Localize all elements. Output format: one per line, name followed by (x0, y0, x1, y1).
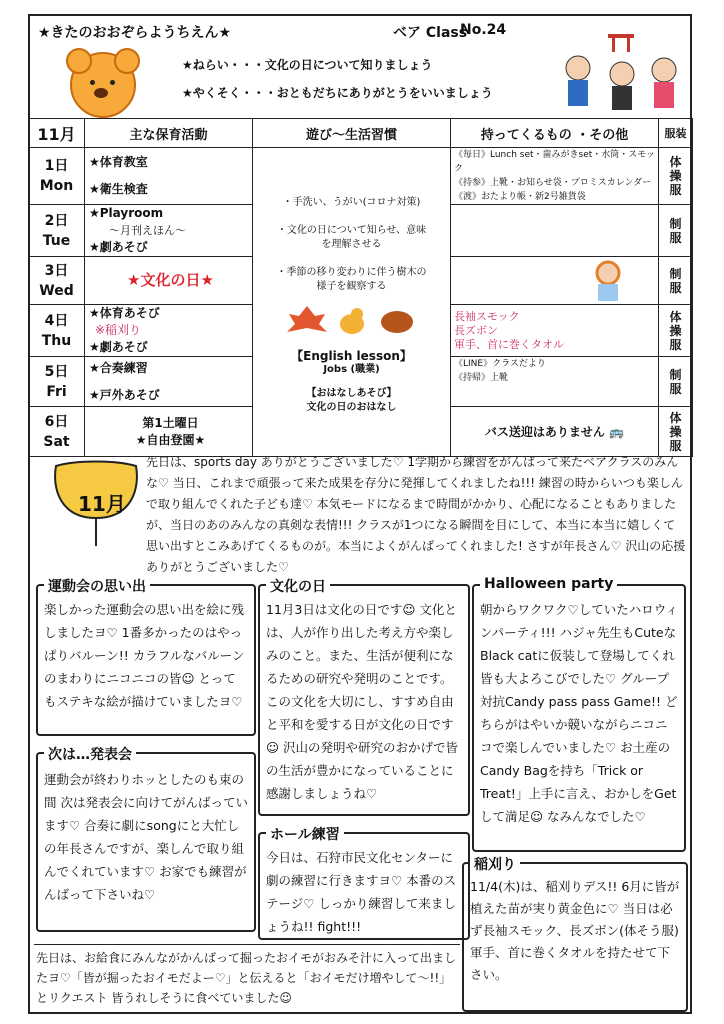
activity-cell: ★Playroom ～月刊えほん～ ★劇あそび (85, 205, 253, 257)
kids-illustration (560, 32, 685, 112)
bring-cell-mon: 《毎日》Lunch set・歯みがきset・水筒・スモック 《持参》上靴・お知らせ袋・プロミスカレンダー 《渡》おたより帳・新2号雑貨袋 (451, 148, 659, 205)
activity-cell: ★合奏練習 ★戸外あそび (85, 357, 253, 407)
halloween-title: Halloween party (480, 576, 617, 592)
schedule-table (28, 118, 693, 457)
leaf-month: 11月 (78, 492, 126, 516)
halloween-box (472, 576, 686, 852)
activity-cell: ★文化の日★ (85, 257, 253, 305)
activity-cell: ★体育教室 ★衛生検査 (85, 148, 253, 205)
activity-cell: 第1土曜日 ★自由登園★ (85, 407, 253, 457)
uniform-cell: 体操服 (659, 407, 693, 457)
day-cell: 5日 Fri (29, 357, 85, 407)
day-cell: 4日 Thu (29, 305, 85, 357)
uniform-cell: 制服 (659, 257, 693, 305)
play-cell: ・手洗い、うがい(コロナ対策) ・文化の日について知らせ、意味を理解させる ・季節の移り変わりに伴う樹木の様子を観察する 【English lesson】 Jobs (職業) 【おはなしあそび】 文化の日のおはなし (253, 148, 451, 457)
uniform-cell: 制服 (659, 205, 693, 257)
culture-box (258, 579, 470, 816)
hall-box (258, 827, 470, 940)
rice-body: 11/4(木)は、稲刈りデス!! 6月に皆が植えた苗が実り黄金色に♡ 当日は必ず長袖スモック、長ズボン(体そう服)軍手、首に巻くタオルを持たせて下さい。 (470, 879, 680, 982)
bring-cell-wed (451, 257, 659, 305)
rice-box (462, 857, 688, 1012)
rice-title: 稲刈り (470, 854, 520, 874)
uniform-cell: 制服 (659, 357, 693, 407)
issue-number: No.24 (460, 22, 507, 38)
next-title: 次は…発表会 (44, 744, 136, 764)
month-header: 11月 (29, 119, 85, 148)
bring-cell-fri: 《LINE》クラスだより 《持帰》上靴 (451, 357, 659, 407)
intro-text: 先日は、sports day ありがとうございました♡ 1学期から練習をがんばって来たベアクラスのみんな♡ 当日、これまで頑張って来た成果を存分に発揮してくれましたね!!! 練習の時からいつも楽しんで取り組んでくれた子ども達♡ 本気モードになるまで時間がかかり、心配になることもありましたが、当日のあのみんなの真剣な表情!!! クラスが1つになる瞬間を目にして、本当に本当に嬉しくて思い出すとこみあげてくるものが。本当によくがんばってくれました! さすが年長さん♡ 沢山の応援ありがとうございました♡ (146, 455, 686, 574)
goal-text: ★ねらい・・・文化の日について知りましょう (182, 58, 433, 72)
hall-body: 今日は、石狩市民文化センターに劇の練習に行きますヨ♡ 本番のステージ♡ しっかり練習して来ましょうね!! fight!!! (266, 850, 457, 934)
uniform-cell: 体操服 (659, 148, 693, 205)
bear-illustration (70, 52, 136, 118)
sports-box (36, 579, 256, 736)
day-cell: 6日 Sat (29, 407, 85, 457)
day-cell: 1日 Mon (29, 148, 85, 205)
uniform-cell: 体操服 (659, 305, 693, 357)
school-name: ★きたのおおぞらようちえん★ (38, 25, 232, 41)
bring-cell-sat: バス送迎はありません 🚌 (451, 407, 659, 457)
bring-header: 持ってくるもの ・その他 (451, 119, 659, 148)
uniform-header: 服装 (659, 119, 693, 148)
day-cell: 2日 Tue (29, 205, 85, 257)
next-body: 運動会が終わりホッとしたのも束の間 次は発表会に向けてがんばっています♡ 合奏に劇にsongにと大忙しの年長さんですが、楽しんで取り組んでくれています♡ お家でも練習がんばって下さいね♡ (44, 772, 248, 902)
play-header: 遊び～生活習慣 (253, 119, 451, 148)
sports-title: 運動会の思い出 (44, 576, 150, 596)
bring-cell-thu: 長袖スモック 長ズボン 軍手、首に巻くタオル (451, 305, 659, 357)
sports-body: 楽しかった運動会の思い出を絵に残しましたヨ♡ 1番多かったのはやっぱりバルーン!! カラフルなバルーンのまわりにニコニコの皆☺ とってもステキな絵が描けていましたヨ♡ (44, 602, 245, 709)
halloween-body: 朝からワクワク♡していたハロウィンパーティ!!! ハジャ先生もCuteなBlack catに仮装して登場してくれ皆も大よろこびでした♡ グループ対抗Candy pass pass Game!! どちらがはやいか競いながらニコニコで楽しんでいました♡ お土産のCandy Bagを持ち「Trick or Treat!」上手に言え、おかしをGetして満足☺ なみんなでした♡ (480, 602, 678, 824)
activities-header: 主な保育活動 (85, 119, 253, 148)
activity-cell: ★体育あそび ※稲刈り ★劇あそび (85, 305, 253, 357)
bottom-note: 先日は、お給食にみんながかんばって掘ったおイモがおみそ汁に入って出ましたヨ♡「皆が掘ったおイモだよー♡」と伝えると「おイモだけ増やして～!!」とリクエスト 皆うれしそうに食べていました☺ (36, 951, 457, 1005)
bring-cell-tue (451, 205, 659, 257)
culture-title: 文化の日 (266, 576, 330, 596)
next-box (36, 747, 256, 932)
culture-body: 11月3日は文化の日です☺ 文化とは、人が作り出した考え方や楽しみのこと。また、生活が便利になるための研究や発明のことです。この文化を大切にし、すすめ自由と平和を愛する日が文化の日です☺ 沢山の発明や研究のおかげで皆の生活が豊かになっていることに感謝しましょうね♡ (266, 602, 459, 801)
bus-icon: 🚌 (609, 425, 625, 439)
day-cell: 3日 Wed (29, 257, 85, 305)
hall-title: ホール練習 (266, 824, 344, 844)
autumn-leaves-icon (277, 302, 427, 338)
promise-text: ★やくそく・・・おともだちにありがとうをいいましょう (182, 86, 493, 100)
class-name: ベア Class (393, 25, 468, 41)
girl-illustration (578, 259, 638, 303)
